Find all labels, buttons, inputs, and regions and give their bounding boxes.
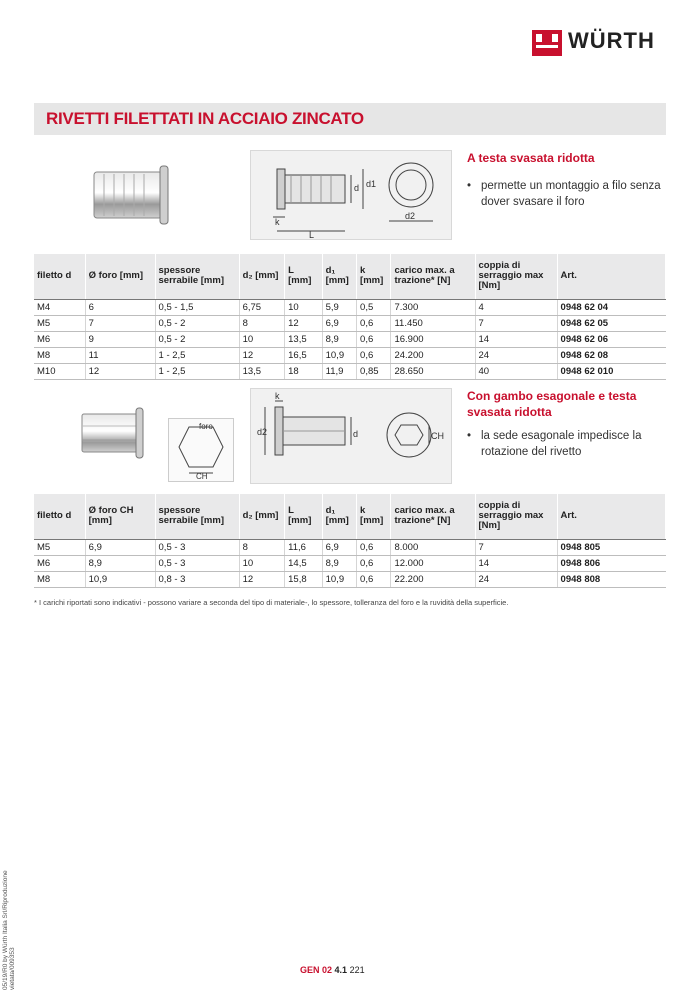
label-foro: foro — [199, 422, 213, 431]
cell: 12 — [285, 315, 322, 331]
cell: 0,6 — [357, 347, 391, 363]
cell: 4 — [475, 299, 557, 315]
cell: 28.650 — [391, 363, 475, 379]
table-row — [34, 555, 666, 571]
cell: 8 — [239, 539, 285, 555]
hex-hole-sketch — [168, 418, 234, 482]
col-header: carico max. a trazione* [N] — [391, 254, 475, 299]
section2-bullet-line-1: la sede esagonale impedisce la — [481, 430, 642, 442]
table-row — [34, 331, 666, 347]
table-row — [34, 299, 666, 315]
cell: 11,9 — [322, 363, 356, 379]
cell: 0,5 — [357, 299, 391, 315]
section2-heading-line-1: Con gambo esagonale e testa — [467, 389, 637, 403]
col-header: L [mm] — [285, 254, 322, 299]
dim-label-d: d — [353, 429, 359, 439]
col-header: d₂ [mm] — [239, 254, 285, 299]
cell: 9 — [85, 331, 155, 347]
cell: 0948 805 — [557, 539, 665, 555]
cell: 14,5 — [285, 555, 322, 571]
cell: 0,6 — [357, 555, 391, 571]
cell: 10 — [239, 555, 285, 571]
cell: 13,5 — [285, 331, 322, 347]
table-row — [34, 315, 666, 331]
footer-section: 4.1 — [334, 965, 348, 975]
dim-label-d: d — [354, 183, 360, 193]
col-header: k [mm] — [357, 494, 391, 539]
cell: 16,5 — [285, 347, 322, 363]
cell: 24 — [475, 571, 557, 587]
cell: 1 - 2,5 — [155, 363, 239, 379]
cell: 12.000 — [391, 555, 475, 571]
section2-heading — [467, 388, 636, 420]
cell: M5 — [34, 315, 85, 331]
col-header: Art. — [557, 494, 665, 539]
col-header: Ø foro [mm] — [85, 254, 155, 299]
cell: 0,6 — [357, 331, 391, 347]
cell: 7 — [85, 315, 155, 331]
dim-label-d2: d2 — [257, 427, 268, 437]
cell: M5 — [34, 539, 85, 555]
cell: 0,5 - 1,5 — [155, 299, 239, 315]
brand-name: WÜRTH — [568, 28, 655, 53]
col-header: coppia di serraggio max [Nm] — [475, 254, 557, 299]
cell: 0,6 — [357, 315, 391, 331]
table-row — [34, 539, 666, 555]
cell: 1 - 2,5 — [155, 347, 239, 363]
cell: M6 — [34, 555, 85, 571]
section1-bullet-line-2: dover svasare il foro — [481, 196, 585, 208]
cell: 6,9 — [85, 539, 155, 555]
dim-label-k: k — [275, 391, 280, 401]
cell: 0948 806 — [557, 555, 665, 571]
cell: 12 — [239, 571, 285, 587]
cell: 24.200 — [391, 347, 475, 363]
col-header: coppia di serraggio max [Nm] — [475, 494, 557, 539]
cell: 0,6 — [357, 539, 391, 555]
cell: 24 — [475, 347, 557, 363]
wurth-logo-mark-icon — [532, 30, 562, 56]
cell: 12 — [85, 363, 155, 379]
dim-label-d2: d2 — [405, 211, 416, 221]
cell: 8,9 — [322, 555, 356, 571]
cell: 8.000 — [391, 539, 475, 555]
cell: M10 — [34, 363, 85, 379]
cell: 5,9 — [322, 299, 356, 315]
rivet-photo-2 — [72, 400, 154, 464]
col-header: d₂ [mm] — [239, 494, 285, 539]
cell: 22.200 — [391, 571, 475, 587]
cell: 15,8 — [285, 571, 322, 587]
cell: 0,8 - 3 — [155, 571, 239, 587]
col-header: spessore serrabile [mm] — [155, 254, 239, 299]
cell: 12 — [239, 347, 285, 363]
section2-bullet-line-2: rotazione del rivetto — [481, 446, 582, 458]
cell: 11 — [85, 347, 155, 363]
technical-drawing-2 — [250, 388, 452, 484]
cell: 0,85 — [357, 363, 391, 379]
cell: 0948 62 06 — [557, 331, 665, 347]
cell: 6,9 — [322, 539, 356, 555]
cell: 0,6 — [357, 571, 391, 587]
cell: 10 — [239, 331, 285, 347]
col-header: d₁ [mm] — [322, 494, 356, 539]
wurth-logo — [532, 28, 670, 62]
rivet-photo-1 — [80, 158, 180, 230]
col-header: k [mm] — [357, 254, 391, 299]
cell: 10,9 — [322, 571, 356, 587]
table-row — [34, 571, 666, 587]
section1-heading: A testa svasata ridotta — [467, 151, 595, 165]
spec-table-1 — [34, 254, 666, 380]
footer-gen: GEN 02 — [300, 965, 333, 975]
table-row — [34, 347, 666, 363]
section1-bullet-line-1: permette un montaggio a filo senza — [481, 180, 661, 192]
cell: 8 — [239, 315, 285, 331]
cell: 7 — [475, 539, 557, 555]
cell: 10,9 — [322, 347, 356, 363]
cell: 6,9 — [322, 315, 356, 331]
col-header: Ø foro CH [mm] — [85, 494, 155, 539]
dim-label-k: k — [275, 217, 280, 227]
cell: 7 — [475, 315, 557, 331]
cell: 13,5 — [239, 363, 285, 379]
side-note: 05/19/R0 by Würth Italia Srl/Riproduzione vietata/009353 — [2, 870, 16, 990]
col-header: Art. — [557, 254, 665, 299]
col-header: filetto d — [34, 494, 85, 539]
footnote: * I carichi riportati sono indicativi - possono variare a seconda del tipo di materiale-, lo spessore, tolleranza del foro e la ruvidità della superficie. — [34, 598, 509, 607]
cell: 0948 62 08 — [557, 347, 665, 363]
cell: 8,9 — [322, 331, 356, 347]
cell: 11,6 — [285, 539, 322, 555]
cell: 6 — [85, 299, 155, 315]
col-header: carico max. a trazione* [N] — [391, 494, 475, 539]
cell: M6 — [34, 331, 85, 347]
cell: 14 — [475, 331, 557, 347]
section2-bullet: • la sede esagonale impedisce la rotazione del rivetto — [467, 430, 642, 458]
col-header: L [mm] — [285, 494, 322, 539]
col-header: spessore serrabile [mm] — [155, 494, 239, 539]
col-header: d₁ [mm] — [322, 254, 356, 299]
cell: M8 — [34, 347, 85, 363]
cell: 6,75 — [239, 299, 285, 315]
cell: 14 — [475, 555, 557, 571]
page-footer — [300, 965, 365, 975]
cell: M8 — [34, 571, 85, 587]
dim-label-L: L — [309, 230, 315, 239]
spec-table-2 — [34, 494, 666, 588]
cell: 0948 62 04 — [557, 299, 665, 315]
footer-page-number: 221 — [349, 965, 365, 975]
cell: 7.300 — [391, 299, 475, 315]
cell: 0,5 - 2 — [155, 315, 239, 331]
cell: 0948 808 — [557, 571, 665, 587]
technical-drawing-1 — [250, 150, 452, 240]
cell: M4 — [34, 299, 85, 315]
cell: 0948 62 05 — [557, 315, 665, 331]
cell: 0,5 - 2 — [155, 331, 239, 347]
dim-label-d1: d1 — [366, 179, 377, 189]
cell: 0,5 - 3 — [155, 555, 239, 571]
page-title: RIVETTI FILETTATI IN ACCIAIO ZINCATO — [46, 109, 364, 128]
cell: 10,9 — [85, 571, 155, 587]
cell: 40 — [475, 363, 557, 379]
cell: 8,9 — [85, 555, 155, 571]
dim-label-ch: CH — [431, 431, 444, 441]
cell: 18 — [285, 363, 322, 379]
section1-bullet: • permette un montaggio a filo senza dover svasare il foro — [467, 180, 661, 208]
title-band — [34, 103, 666, 135]
cell: 10 — [285, 299, 322, 315]
table-row — [34, 363, 666, 379]
label-ch: CH — [196, 472, 208, 481]
section2-heading-line-2: svasata ridotta — [467, 405, 552, 419]
col-header: filetto d — [34, 254, 85, 299]
cell: 0948 62 010 — [557, 363, 665, 379]
cell: 0,5 - 3 — [155, 539, 239, 555]
cell: 11.450 — [391, 315, 475, 331]
cell: 16.900 — [391, 331, 475, 347]
